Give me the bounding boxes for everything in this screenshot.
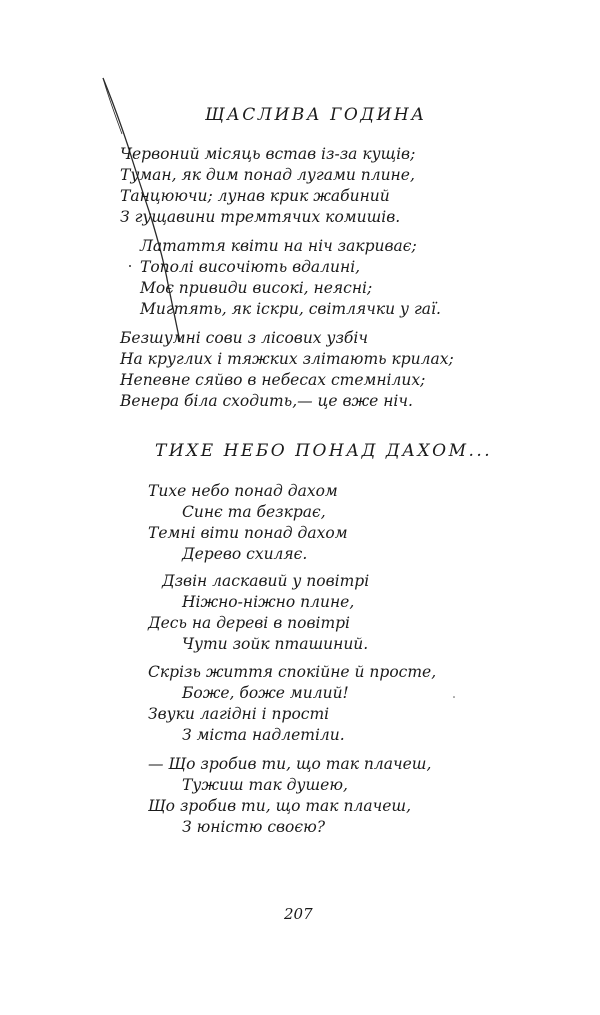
poem-line: Тополі височіють вдалині, — [140, 258, 361, 276]
poem-line: Латаття квіти на ніч закриває; — [140, 237, 417, 255]
poem-line: З юністю своєю? — [182, 818, 326, 836]
poem-line: Чути зойк пташиний. — [182, 635, 369, 653]
poem-line: Звуки лагідні і прості — [148, 705, 330, 723]
poem-line: Червоний місяць встав із-за кущів; — [120, 145, 416, 163]
poem-line: З міста надлетіли. — [182, 726, 345, 744]
poem-line: Ніжно-ніжно плине, — [182, 593, 355, 611]
poem2-stanza-3 — [148, 662, 436, 746]
poem-line: З гущавини тремтячих комишів. — [120, 208, 401, 226]
poem-line: Боже, боже милий! — [182, 684, 349, 702]
poem-line: Безшумні сови з лісових узбіч — [120, 329, 368, 347]
poem-line: Скрізь життя спокійне й просте, — [148, 663, 437, 681]
poem-line: Тужиш так душею, — [182, 776, 348, 794]
poem2-stanza-2 — [148, 571, 369, 655]
poem-line: Венера біла сходить,— це вже ніч. — [120, 392, 413, 410]
poem2-stanza-4 — [148, 754, 431, 838]
poem-line: Туман, як дим понад лугами плине, — [120, 166, 415, 184]
poem-line: Синє та безкрає, — [182, 503, 326, 521]
poem-line: Танцюючи; лунав крик жабиний — [120, 187, 390, 205]
poem-title-happy-hour: ЩАСЛИВА ГОДИНА — [205, 105, 427, 125]
poem-line: Дерево схиляє. — [182, 545, 308, 563]
poem-line: Десь на дереві в повітрі — [148, 614, 351, 632]
poem-line: Дзвін ласкавий у повітрі — [162, 572, 370, 590]
poem-line: Мигтять, як іскри, світлячки у гаї. — [140, 300, 441, 318]
poem-title-quiet-sky: ТИХЕ НЕБО ПОНАД ДАХОМ... — [155, 441, 493, 461]
poem-line: На круглих і тяжких злітають крилах; — [120, 350, 454, 368]
poem2-stanza-1 — [148, 481, 348, 565]
poem1-stanza-2 — [140, 236, 441, 320]
poem1-stanza-3 — [120, 328, 454, 412]
poem1-stanza-1 — [120, 144, 415, 228]
poem-line: Темні віти понад дахом — [148, 524, 348, 542]
poem-line: — Що зробив ти, що так плачеш, — [148, 755, 432, 773]
page-number: 207 — [284, 905, 313, 923]
poem-line: Непевне сяйво в небесах стемнілих; — [120, 371, 426, 389]
poem-line: Тихе небо понад дахом — [148, 482, 338, 500]
poem-line: Що зробив ти, що так плачеш, — [148, 797, 411, 815]
poem-line: Моє привиди високі, неясні; — [140, 279, 373, 297]
